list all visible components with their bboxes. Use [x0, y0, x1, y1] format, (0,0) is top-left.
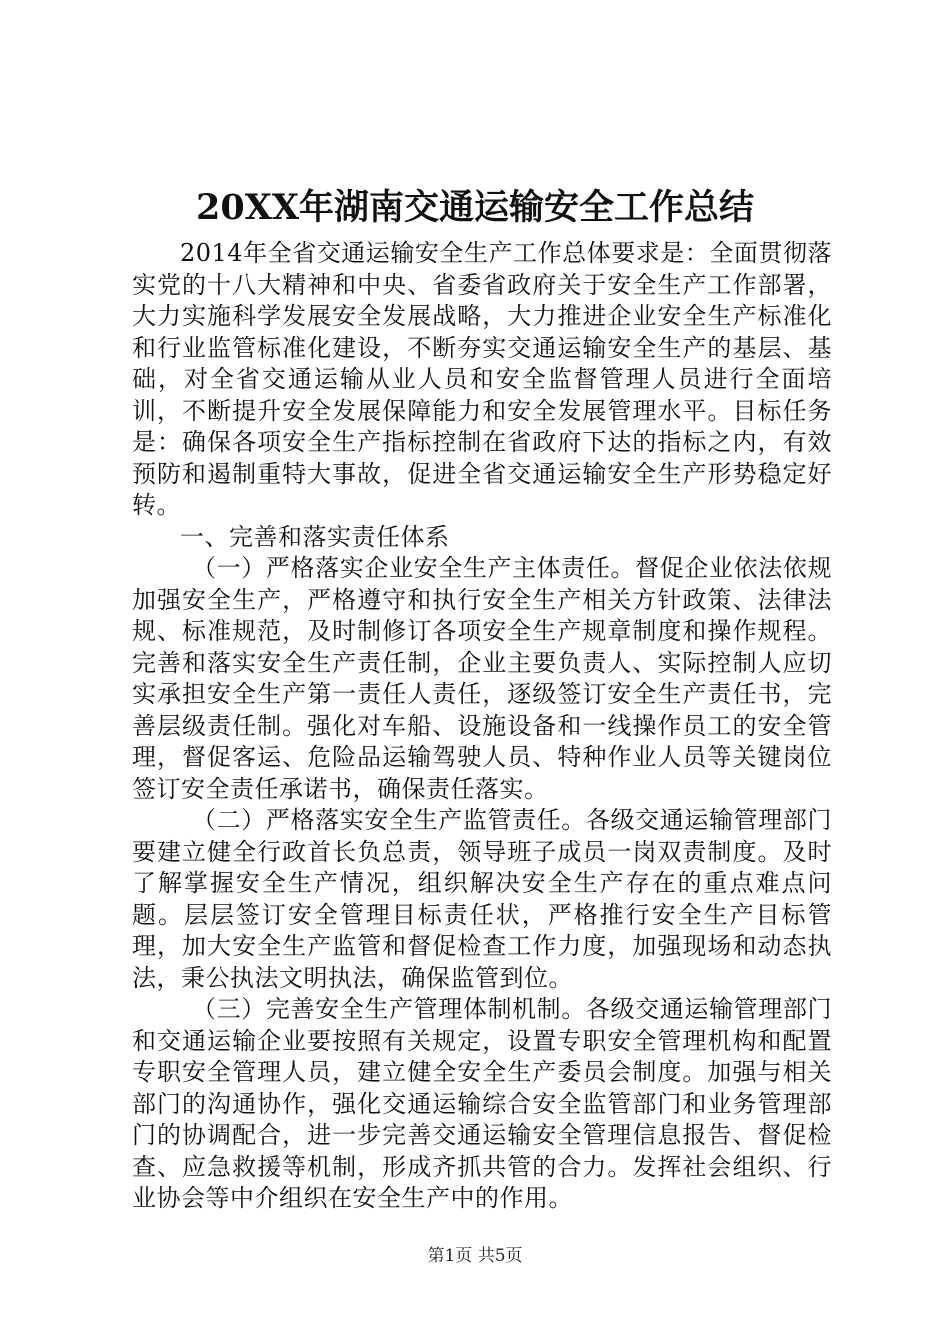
subsection-paragraph-1: （一）严格落实企业安全生产主体责任。督促企业依法依规加强安全生产，严格遵守和执行安全生产相关方针政策、法律法规、标准规范，及时制修订各项安全生产规章制度和操作规程。完善和落实安全生产责任制，企业主要负责人、实际控制人应切实承担安全生产第一责任人责任，逐级签订安全生产责任书，完善层级责任制。强化对车船、设施设备和一线操作员工的安全管理，督促客运、危险品运输驾驶人员、特种作业人员等关键岗位签订安全责任承诺书，确保责任落实。 [132, 554, 832, 803]
subsection-paragraph-3: （三）完善安全生产管理体制机制。各级交通运输管理部门和交通运输企业要按照有关规定，设置专职安全管理机构和配置专职安全管理人员，建立健全安全生产委员会制度。加强与相关部门的沟通协作，强化交通运输综合安全监管部门和业务管理部门的协调配合，进一步完善交通运输安全管理信息报告、督促检查、应急救援等机制，形成齐抓共管的合力。发挥社会组织、行业协会等中介组织在安全生产中的作用。 [132, 995, 832, 1212]
intro-paragraph: 2014年全省交通运输安全生产工作总体要求是：全面贯彻落实党的十八大精神和中央、省委省政府关于安全生产工作部署，大力实施科学发展安全发展战略，大力推进企业安全生产标准化和行业监管标准化建设，不断夯实交通运输安全生产的基层、基础，对全省交通运输从业人员和安全监督管理人员进行全面培训，不断提升安全发展保障能力和安全发展管理水平。目标任务是：确保各项安全生产指标控制在省政府下达的指标之内，有效预防和遏制重特大事故，促进全省交通运输安全生产形势稳定好转。 [132, 239, 832, 519]
page-number-footer: 第1页 共5页 [427, 1246, 523, 1266]
document-body [132, 238, 832, 1215]
section-heading: 一、完善和落实责任体系 [180, 522, 450, 551]
subsection-paragraph-2: （二）严格落实安全生产监管责任。各级交通运输管理部门要建立健全行政首长负总责，领导班子成员一岗双责制度。及时了解掌握安全生产情况，组织解决安全生产存在的重点难点问题。层层签订安全管理目标责任状，严格推行安全生产目标管理，加大安全生产监管和督促检查工作力度，加强现场和动态执法，秉公执法文明执法，确保监管到位。 [132, 806, 832, 992]
document-title: 20XX年湖南交通运输安全工作总结 [195, 187, 755, 228]
